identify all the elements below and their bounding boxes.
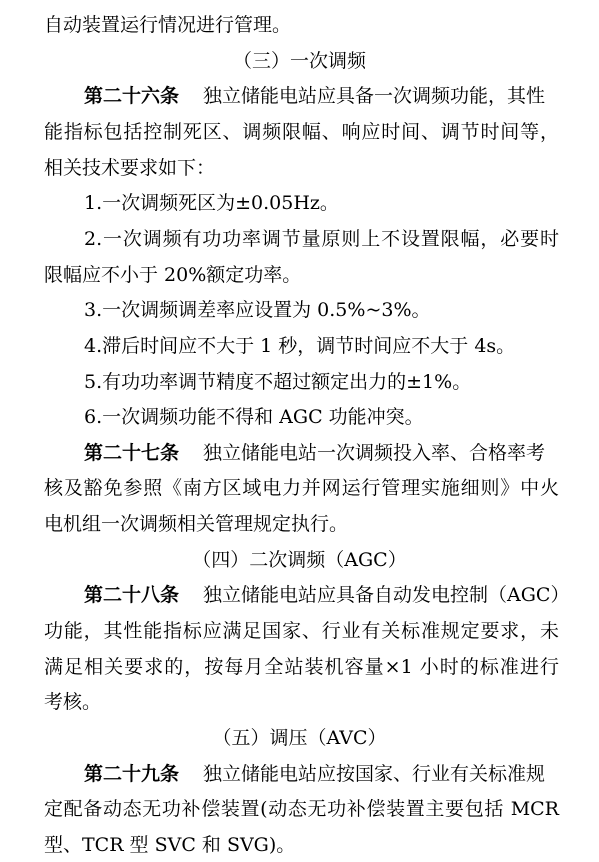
list-item: 5.有功功率调节精度不超过额定出力的±1%。 <box>84 371 472 393</box>
section-heading: （三）一次调频 <box>232 50 366 72</box>
article-number: 第二十六条 <box>84 85 180 107</box>
list-item: 4.滞后时间应不大于 1 秒，调节时间应不大于 4s。 <box>84 335 516 357</box>
text-line: 考核。 <box>44 691 102 713</box>
list-item: 6.一次调频功能不得和 AGC 功能冲突。 <box>84 406 424 428</box>
article-text: 独立储能电站应具备自动发电控制（AGC） <box>203 584 570 606</box>
section-heading: （四）二次调频（AGC） <box>192 549 407 571</box>
text-line: 满足相关要求的，按每月全站装机容量×1 小时的标准进行 <box>44 656 559 678</box>
article-line <box>0 757 599 791</box>
text-line: 自动装置运行情况进行管理。 <box>44 14 292 36</box>
list-item: 2.一次调频有功功率调节量原则上不设置限幅，必要时 <box>84 228 559 250</box>
text-line: 电机组一次调频相关管理规定执行。 <box>44 513 349 535</box>
article-line <box>0 79 599 113</box>
article-text: 独立储能电站一次调频投入率、合格率考 <box>203 442 546 464</box>
text-line: 核及豁免参照《南方区域电力并网运行管理实施细则》中火 <box>44 477 559 499</box>
article-number: 第二十八条 <box>84 584 180 606</box>
text-line: 定配备动态无功补偿装置(动态无功补偿装置主要包括 MCR <box>44 798 559 820</box>
article-line <box>0 578 599 612</box>
text-line: 型、TCR 型 SVC 和 SVG)。 <box>44 834 296 856</box>
article-number: 第二十九条 <box>84 763 180 785</box>
section-heading: （五）调压（AVC） <box>212 727 387 749</box>
text-line: 功能，其性能指标应满足国家、行业有关标准规定要求，未 <box>44 620 559 642</box>
article-text: 独立储能电站应具备一次调频功能，其性 <box>203 85 546 107</box>
list-item: 1.一次调频死区为±0.05Hz。 <box>84 192 339 214</box>
list-item: 3.一次调频调差率应设置为 0.5%~3%。 <box>84 299 431 321</box>
text-line: 限幅应不小于 20%额定功率。 <box>44 264 302 286</box>
article-text: 独立储能电站应按国家、行业有关标准规 <box>203 763 546 785</box>
text-line: 相关技术要求如下： <box>44 157 216 179</box>
article-line <box>0 436 599 470</box>
text-line: 能指标包括控制死区、调频限幅、响应时间、调节时间等， <box>44 121 559 143</box>
article-number: 第二十七条 <box>84 442 180 464</box>
